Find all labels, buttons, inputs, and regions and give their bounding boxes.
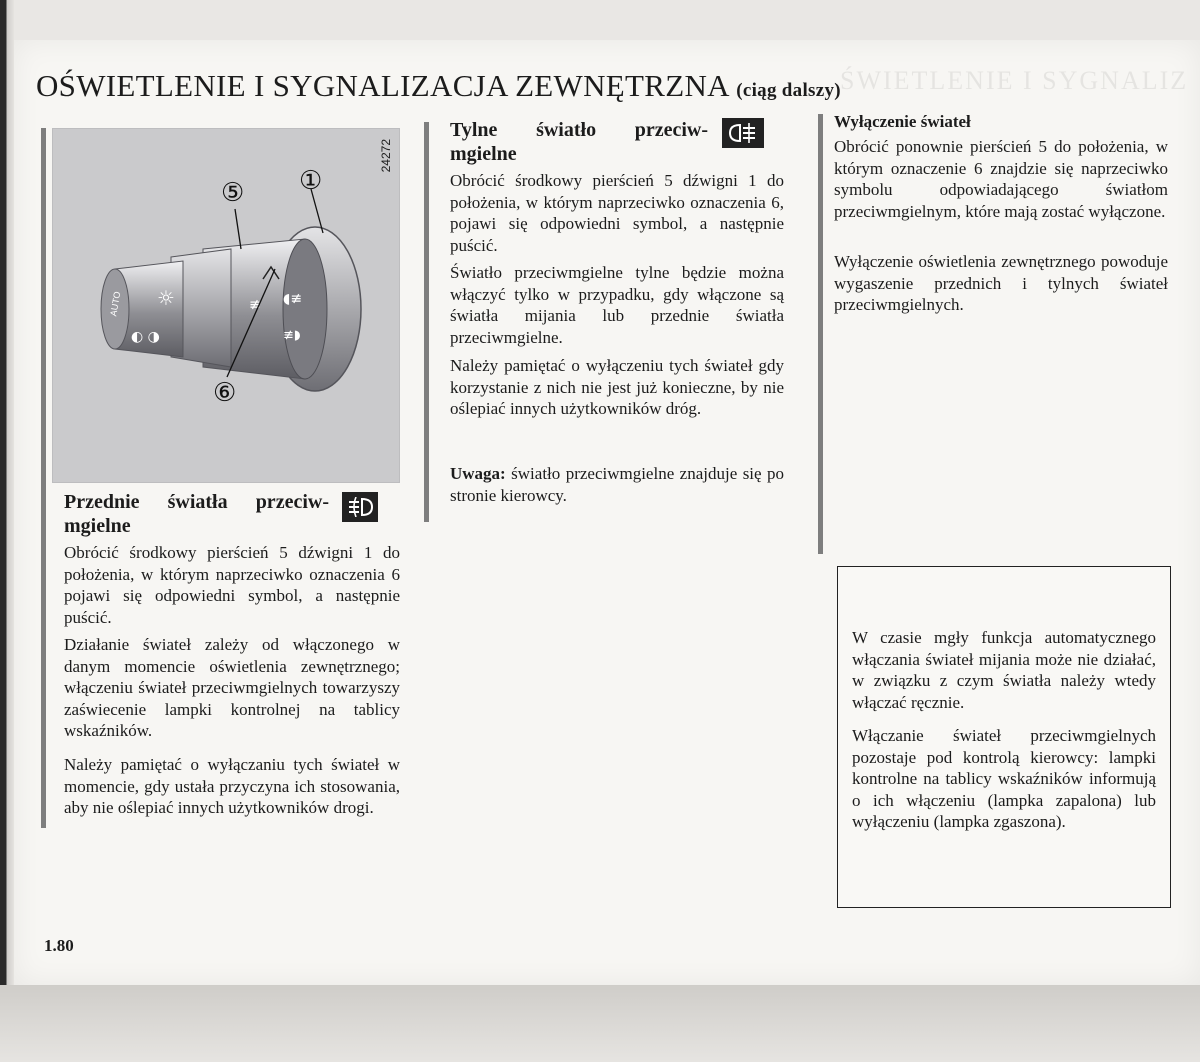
column-marker-left [41,128,46,828]
page-number: 1.80 [44,936,74,955]
rear-fog-note [450,463,784,506]
callout-5: ⑤ [221,178,245,208]
page-title-main: OŚWIETLENIE I SYGNALIZACJA ZEWNĘTRZNA [36,68,729,103]
front-fog-heading [64,490,329,538]
rear-fog-heading [450,118,708,166]
front-fog-para2: Działanie świateł zależy od włączonego w danym momencie oświetlenia zewnętrznego; włączeniu świateł przeciwmgielnych towarzyszy zaświecenie lampki kontrolnej na tablicy wskaźników. [64,635,400,740]
figure-id: 24272 [379,139,393,173]
rear-fog-para2: Światło przeciwmgielne tylne będzie można włączyć tylko w przypadku, gdy włączone są światła mijania lub przednie światła przeciwmgielne. [450,263,784,347]
front-fog-heading-word1: Przednie [64,491,140,513]
front-fog-para1: Obrócić środkowy pierścień 5 dźwigni 1 do położenia, w którym naprzeciwko oznaczenia 6 pojawi się odpowiedni symbol, a następnie puścić. [64,543,400,627]
rear-fog-note-text: światło przeciwmgielne znajduje się po stronie kierowcy. [450,464,785,505]
fog-warning-box [837,566,1171,908]
page-binding-edge [0,0,14,1062]
rear-fog-note-label: Uwaga: [450,464,506,483]
fog-warning-para2: Włączanie świateł przeciwmgielnych pozostaje pod kontrolą kierowcy: lampki kontrolne na tablicy wskaźników informują o ich włączeniu (lampka zapalona) lub wyłączeniu (lampka zgaszona). [852,726,1156,831]
rear-fog-heading-word2: światło [536,119,597,141]
rear-fog-para3: Należy pamiętać o wyłączeniu tych świateł gdy korzystanie z nich nie jest już konieczne, by nie oślepiać innych użytkowników dróg. [450,356,784,418]
auto-label: AUTO [108,290,123,317]
callout-1: ① [299,166,323,196]
switch-off-para2: Wyłączenie oświetlenia zewnętrznego powoduje wygaszenie przednich i tylnych świateł przeciwmgielnych. [834,252,1168,314]
scan-bottom-margin [0,985,1200,1062]
switch-off-heading: Wyłączenie świateł [834,112,971,131]
page-title [36,68,841,104]
callout-6: ⑥ [213,378,237,408]
front-fog-para3: Należy pamiętać o wyłączaniu tych świateł w momencie, gdy ustała przyczyna ich stosowania, aby nie oślepiać innych użytkowników drogi. [64,755,400,817]
headlight-symbol-icon: ◐ ◑ [131,329,160,345]
sidelight-symbol-icon: ☼ [157,286,175,310]
rear-fog-heading-line2: mgielne [450,143,517,165]
rear-fog-heading-word3: przeciw- [634,119,708,141]
lever-drawing [53,129,399,482]
bleed-through-decoration: ŚWIETLENIE I SYGNALIZ [840,66,1189,95]
lever-illustration [52,128,400,483]
fog-symbol-icon: ≢ [249,297,261,313]
front-fog-light-icon [342,492,378,522]
rear-fog-heading-word1: Tylne [450,119,498,141]
rear-fog-para1: Obrócić środkowy pierścień 5 dźwigni 1 do położenia, w którym naprzeciwko oznaczenia 6, pojawi się odpowiedni symbol, a następnie puścić. [450,171,784,255]
fog-warning-para1: W czasie mgły funkcja automatycznego włączania świateł mijania może nie działać, w związku z czym światła należy wtedy włączać ręcznie. [852,628,1156,712]
switch-off-para1: Obrócić ponownie pierścień 5 do położenia, w którym oznaczenie 6 znajdzie się naprzeciwko symbolu odpowiadającego światłom przeciwmgielnym, które mają zostać wyłączone. [834,137,1168,221]
front-fog-heading-line2: mgielne [64,515,131,537]
front-fog-heading-word3: przeciw- [255,491,329,513]
front-fog-symbol-icon: ≢◗ [283,328,301,343]
page-title-continued: (ciąg dalszy) [736,80,841,101]
rear-fog-symbol-icon: ◖≢ [283,291,303,307]
column-marker-middle [424,122,429,522]
column-marker-right [818,114,823,554]
rear-fog-light-icon [722,118,764,148]
front-fog-heading-word2: światła [167,491,228,513]
